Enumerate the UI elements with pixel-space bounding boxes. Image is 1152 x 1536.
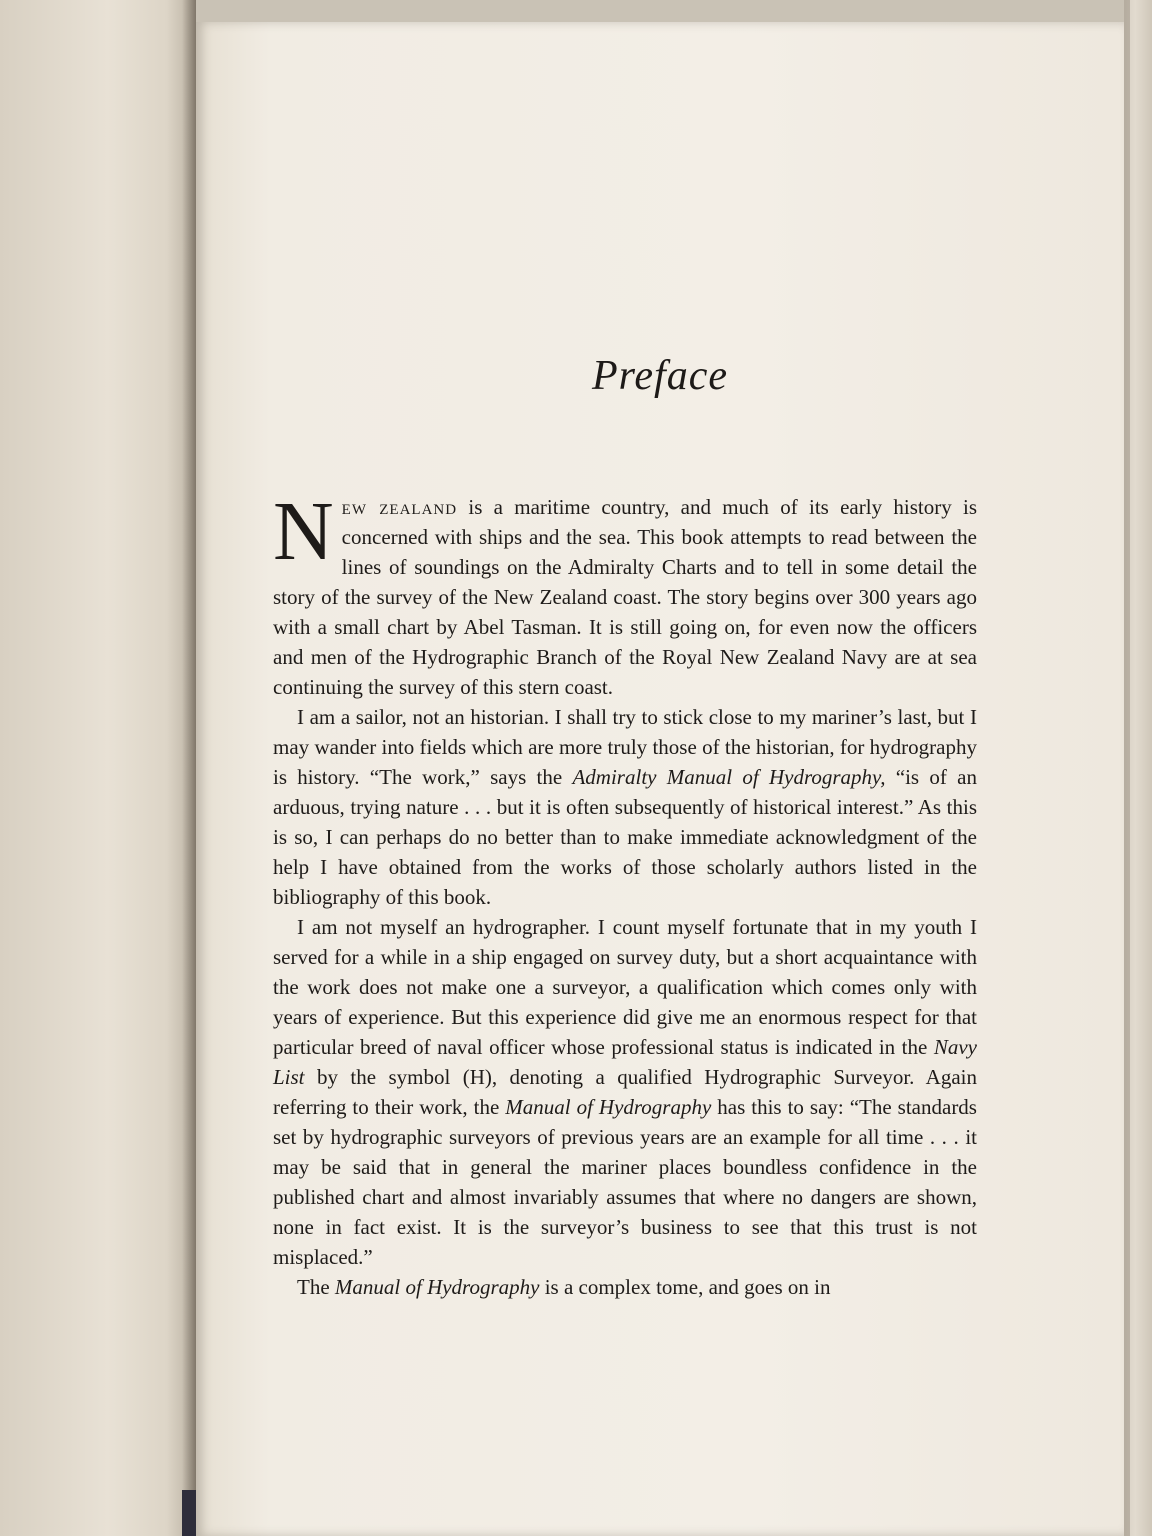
paragraph-4-italic: Manual of Hydrography	[334, 1275, 540, 1299]
paragraph-2-text-b: “is of an arduous, trying nature . . . but it is often subsequently of historical interest.” As this is so, I can perhaps do no better than to make immediate acknowledgment of the help I have obtained from the works of those scholarly authors listed in the bibliography of this book.	[273, 765, 977, 909]
paragraph-4-text-b: is a complex tome, and goes on in	[539, 1275, 831, 1299]
left-page	[0, 0, 196, 1536]
paragraph-3-text-a: I am not myself an hydrographer. I count myself fortunate that in my youth I served for a while in a ship engaged on survey duty, but a short acquaintance with the work does not make one a surveyor, a qualification which comes only with years of experience. But this experience did give me an enormous respect for that particular breed of naval officer whose professional status is indicated in the	[273, 915, 977, 1059]
paragraph-3-italic-2: Manual of Hydrography	[505, 1095, 712, 1119]
right-page	[196, 22, 1124, 1536]
paragraph-3	[273, 912, 977, 1272]
paragraph-3-text-b: by the symbol (H), denoting a qualified Hydrographic Surveyor. Again referring to their work, the	[273, 1065, 977, 1119]
paragraph-1-text: is a maritime country, and much of its early history is concerned with ships and the sea. This book attempts to read between the lines of soundings on the Admiralty Charts and to tell in some detail the story of the survey of the New Zealand coast. The story begins over 300 years ago with a small chart by Abel Tasman. It is still going on, for even now the officers and men of the Hydrographic Branch of the Royal New Zealand Navy are at sea continuing the survey of this stern coast.	[273, 495, 977, 699]
opening-smallcaps: ew zealand	[341, 495, 458, 519]
paragraph-3-italic-1: Navy List	[273, 1035, 977, 1089]
body-text	[273, 485, 977, 1302]
paragraph-1	[273, 485, 977, 702]
gutter-shadow	[182, 0, 196, 1536]
page-title: Preface	[591, 353, 729, 399]
drop-cap: N	[273, 485, 334, 578]
paragraph-2	[273, 702, 977, 912]
paragraph-2-italic: Admiralty Manual of Hydrography,	[572, 765, 886, 789]
page-stack-edge	[1124, 0, 1152, 1536]
paragraph-4	[273, 1272, 977, 1302]
paragraph-3-text-c: has this to say: “The standards set by hydrographic surveyors of previous years are an example for all time . . . it may be said that in general the mariner places boundless confidence in the published chart and almost invariably assumes that where no dangers are shown, none in fact exist. It is the surveyor’s business to see that this trust is not misplaced.”	[273, 1095, 977, 1269]
paragraph-4-text-a: The	[297, 1275, 335, 1299]
paragraph-2-text-a: I am a sailor, not an historian. I shall try to stick close to my mariner’s last, but I may wander into fields which are more truly those of the historian, for hydrography is history. “The work,” says the	[273, 705, 977, 789]
